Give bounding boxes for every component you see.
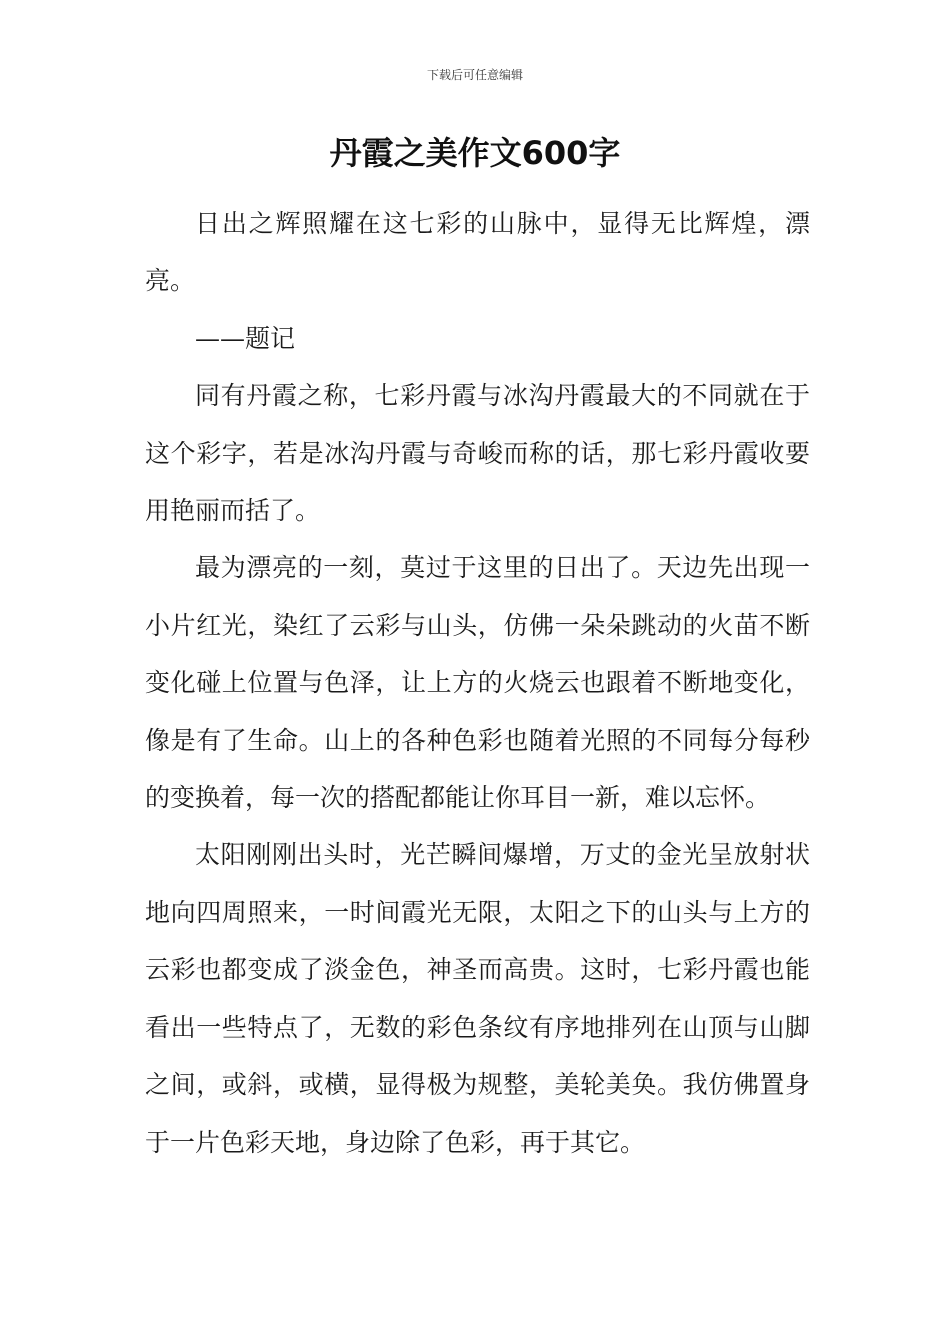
paragraph-1: 日出之辉照耀在这七彩的山脉中，显得无比辉煌，漂亮。 xyxy=(145,209,810,296)
page-title: 丹霞之美作文600字 xyxy=(329,134,621,172)
paragraph-3: 最为漂亮的一刻，莫过于这里的日出了。天边先出现一小片红光，染红了云彩与山头，仿佛一朵朵跳动的火苗不断变化碰上位置与色泽，让上方的火烧云也跟着不断地变化，像是有了生命。山上的各种色彩也随着光照的不同每分每秒的变换着，每一次的搭配都能让你耳目一新，难以忘怀。 xyxy=(145,553,810,813)
header-note: 下载后可任意编辑 xyxy=(426,68,523,82)
paragraph-epigraph-attribution: ——题记 xyxy=(195,323,296,353)
paragraph-2: 同有丹霞之称，七彩丹霞与冰沟丹霞最大的不同就在于这个彩字，若是冰沟丹霞与奇峻而称的话，那七彩丹霞收要用艳丽而括了。 xyxy=(145,381,810,526)
paragraph-4: 太阳刚刚出头时，光芒瞬间爆增，万丈的金光呈放射状地向四周照来，一时间霞光无限，太阳之下的山头与上方的云彩也都变成了淡金色，神圣而高贵。这时，七彩丹霞也能看出一些特点了，无数的彩色条纹有序地排列在山顶与山脚之间，或斜，或横，显得极为规整，美轮美奂。我仿佛置身于一片色彩天地，身边除了色彩，再于其它。 xyxy=(145,840,810,1157)
document-body xyxy=(145,195,810,1171)
